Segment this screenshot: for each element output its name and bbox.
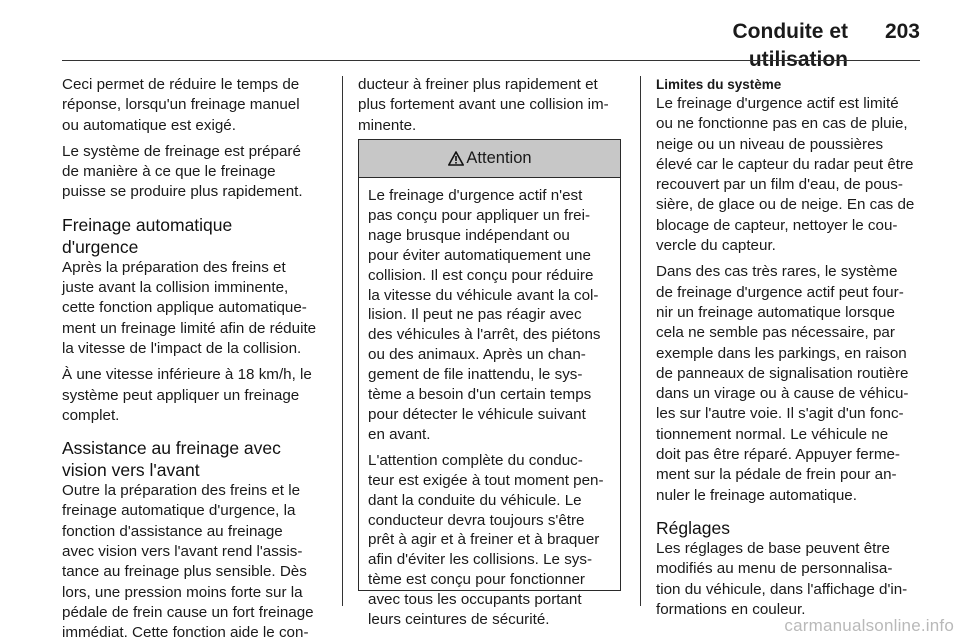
section-heading-freinage-automatique: Freinage automatique d'urgence <box>62 214 233 257</box>
header-rule <box>62 60 920 61</box>
column-divider-right <box>640 76 641 606</box>
paragraph: Après la préparation des freins et juste avant la collision imminente, cette fonction applique automatique- ment un freinage limité afin de réduite la vitesse de l'impact de la collision. <box>62 258 317 357</box>
warning-triangle-icon <box>447 150 465 168</box>
attention-header <box>359 140 620 178</box>
paragraph: L'attention complète du conduc- teur est exigée à tout moment pen- dant la conduite du véhicule. Le conducteur devra toujours s'être prêt à agir et à freiner et à braquer afin d'éviter les collisions. Le sys- tème est conçu pour fonctionner avec tous les occupants portant leurs ceintures de sécurité. <box>368 451 604 629</box>
page-number: 203 <box>884 20 920 43</box>
paragraph: À une vitesse inférieure à 18 km/h, le système peut appliquer un freinage complet. <box>62 366 312 424</box>
watermark: carmanualsonline.info <box>784 616 954 635</box>
section-heading-assistance-freinage: Assistance au freinage avec vision vers l'avant <box>62 438 281 481</box>
attention-warning-box <box>358 139 621 629</box>
column-divider-left <box>342 76 343 606</box>
paragraph: Outre la préparation des freins et le freinage automatique d'urgence, la fonction d'assistance au freinage avec vision vers l'avant rend l'assis- tance au freinage plus sensible. Dès lors, une pression moins forte sur la pédale de frein cause un fort freinage immédiat. Cette fonction aide le con- <box>62 482 314 642</box>
section-heading-reglages: Réglages <box>656 517 730 538</box>
paragraph: ducteur à freiner plus rapidement et plus fortement avant une collision im- minente. <box>358 76 609 134</box>
paragraph: Les réglages de base peuvent être modifiés au menu de personnalisa- tion du véhicule, dans l'affichage d'in- formations en couleur. <box>656 539 908 618</box>
column-2 <box>358 75 628 136</box>
paragraph: Le freinage d'urgence actif est limité ou ne fonctionne pas en cas de pluie, neige ou un niveau de poussières élevé car le capteur du radar peut être recouvert par un film d'eau, de pous- sière, de glace ou de neige. En cas de blocage de capteur, nettoyer le cou- vercle du capteur. <box>656 95 915 255</box>
paragraph: Dans des cas très rares, le système de freinage d'urgence actif peut four- nir un freinage automatique lorsque cela ne semble pas nécessaire, par exemple dans les parkings, en raison de panneaux de signalisation routière dans un virage ou à cause de véhicu- les sur l'autre voie. Il s'agit d'un fonc- tionnement normal. Le véhicule ne doit pas être réparé. Appuyer ferme- ment sur la pédale de frein pour an- nuler le freinage automatique. <box>656 263 909 504</box>
subheading-limites: Limites du système <box>656 77 782 92</box>
paragraph: Le freinage d'urgence actif n'est pas conçu pour appliquer un frei- nage brusque indépendant ou pour éviter automatiquement une collision. Il est conçu pour réduire la vitesse du véhicule avant la col- lision. Il peut ne pas réagir avec des véhicules à l'arrêt, des piétons ou des animaux. Après un chan- gement de file inattendu, le sys- tème a besoin d'un certain temps pour détecter le véhicule suivant en avant. <box>368 187 601 443</box>
paragraph: Ceci permet de réduire le temps de réponse, lorsqu'un freinage manuel ou automatique est exigé. <box>62 76 300 134</box>
attention-body <box>359 178 620 630</box>
chapter-title: Conduite et utilisation <box>732 20 848 71</box>
attention-title: Attention <box>466 149 532 167</box>
column-3 <box>656 76 926 620</box>
column-1 <box>62 75 334 644</box>
paragraph: Le système de freinage est préparé de manière à ce que le freinage puisse se produire plus rapidement. <box>62 142 303 201</box>
